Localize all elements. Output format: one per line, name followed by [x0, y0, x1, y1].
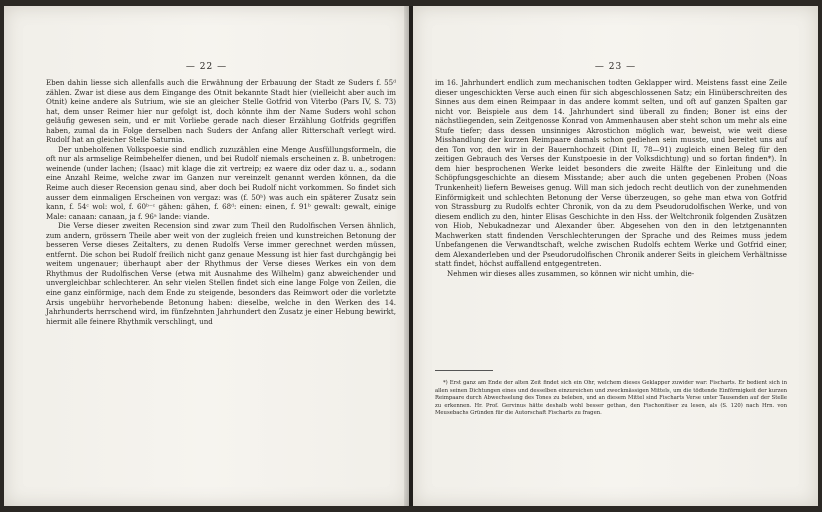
- footnote-text: *) Erst ganz am Ende der alten Zeit findet sich ein Ohr, welchem dieses Geklapper zuwider war: Fischarts. Er bedient sich in allen seinen Dichtungen eines und desselben einzureichen und zweckmässigen Mittels, um die tödtende Einförmigkeit der kurzen Reimpaare durch Abwechselung des Tones zu beleben, und an diesem Mittel sind Fischarts Verse unter Tausenden auf der Stelle zu erkennen. Hr. Prof. Gervinus hätte deshalb wohl besser gethan, den Fischonitiser zu lesen, als (S. 120) nach Hrn. von Meusebachs Gründen für die Autorschaft Fischarts zu fragen.: [435, 380, 787, 417]
- page-number: — 23 —: [594, 62, 637, 72]
- right-page: [413, 6, 818, 506]
- paragraph: Eben dahin liesse sich allenfalls auch die Erwähnung der Erbauung der Stadt ze Suders f. 55ᵈ zählen. Zwar ist diese aus dem Eingange des Otnit bekannte Stadt hier (vielleicht aber auch im Otnit) keine andere als Sutrium, wie sie an gleicher Stelle Gotfrid von Viterbo (Pars IV, S. 73) hat, dem unser Reimer hier nur gefolgt ist, doch könnte ihm der Name Suders wohl schon geläufig gewesen sein, und er mit Vorliebe gerade nach dieser Erzählung Gotfrids gegriffen haben, zumal da in Folge derselben nach Suders der Anfang aller Ritterschaft verlegt wird. Rudolf hat an gleicher Stelle Saturnia.: [46, 78, 396, 145]
- footnote: [435, 380, 787, 418]
- paragraph: Der unbeholfenen Volkspoesie sind endlich zuzuzählen eine Menge Ausfüllungsformeln, die oft nur als armselige Reimbehelfer dienen, und bei Rudolf niemals erscheinen z. B. unbetrogen: weinende (under lachen; (Isaac) mit klage die zit vertreip; ez waere diz oder daz u. a., sodann eine Anzahl Reime, welche zwar im Ganzen nur vereinzelt genannt werden können, da die Reime auch dieser Recension genau sind, aber doch bei Rudolf nicht vorkommen. So findet sich ausser dem einmaligen Erscheinen von vergaz: was (f. 50ᵇ) was auch ein späterer Zusatz sein kann, f. 54ᶜ wol: wol, f. 60ᵇ⁻ᶜ gähen: gähen, f. 68ᵈ: einen: einen, f. 91ᵇ gewalt: gewalt, einige Male: canaan: canaan, ja f. 96ᵃ lande: viande.: [46, 144, 396, 221]
- left-page: [4, 6, 409, 506]
- footnote-rule: [435, 370, 493, 371]
- paragraph: Nehmen wir dieses alles zusammen, so können wir nicht umhin, die-: [447, 268, 695, 278]
- page-number: — 22 —: [185, 62, 228, 72]
- paragraph: im 16. Jahrhundert endlich zum mechanischen todten Geklapper wird. Meistens fasst eine Zeile dieser ungeschickten Verse auch einen für sich abgeschlossenen Satz; ein Hinüberschreiten des Sinnes aus dem einen Reimpaar in das andere kommt selten, und oft auf ganzen Spalten gar nicht vor. Beispiele aus dem 14. Jahrhundert sind überall zu finden; Boner ist eins der nächstliegenden, sein Zeitgenosse Konrad von Ammenhausen aber steht schon um mehr als eine Stufe tiefer; dass dessen unsinniges Akrostichon möglich war, beweist, wie weit diese Misshandlung der kurzen Reimpaare damals schon gediehen sein musste, und bereitet uns auf den Ton vor, den wir in der Bauernhochzeit (Dint II, 78—91) zugleich einen Beleg für den zeitigen Gebrauch des Verses der Kunstpoesie in der Volksdichtung) und so fortan finden*). In dem hier besprochenen Werke leidet besonders die zweite Hälfte der Einleitung und die Schöpfungsgeschichte an diesem Misstande; aber auch die unten gegebenen Proben (Noas Trunkenheit) liefern Beweises genug. Will man sich jedoch recht deutlich von der zunehmenden Einförmigkeit und schlechten Betonung der Verse überzeugen, so gehe man etwa von Gotfrid von Strassburg zu Rudolfs echter Chronik, von da zu dem Pseudorudolfischen Werke, und von diesem endlich zu den, hinter Elisas Geschichte in den Hss. der Weltchronik folgenden Zusätzen von Hiob, Nebukadnezar und Alexander über. Abgesehen von den in den letztgenannten Machwerken statt findenden Verschlechterungen der Sprache und des Reimes muss jedem Unbefangenen die Verwandtschaft, welche zwischen Rudolfs echtem Werke und Gotfrid einer, dem Alexanderleben und der Pseudorudolfischen Chronik anderer Seits in gleichem Verhältnisse statt findet, höchst auffallend entgegentreten.: [435, 78, 787, 269]
- page-body: [46, 78, 396, 326]
- page-body: [435, 78, 787, 278]
- paragraph: Die Verse dieser zweiten Recension sind zwar zum Theil den Rudolfischen Versen ähnlich, zum andern, grössern Theile aber weit von der zugleich freien und kunstreichen Betonung der besseren Verse dieses Zeitalters, zu denen Rudolfs Verse immer gerechnet werden müssen, entfernt. Die schon bei Rudolf freilich nicht ganz genaue Messung ist hier fast durchgängig bei weitem ungenauer; überhaupt aber der Rhythmus der Verse dieses Werkes ein von dem Rhythmus der Rudolfischen Verse (etwa mit Ausnahme des Wilhelm) ganz abweichender und unvergleichbar schlechterer. An sehr vielen Stellen findet sich eine lange Folge von Zeilen, die eine ganz einförmige, nach dem Ende zu steigende, besonders das Reimwort oder die vorletzte Arsis ungebühr hervorhebende Betonung haben: dieselbe, welche in den Werken des 14. Jahrhunderts herrschend wird, im fünfzehnten Jahrhundert den Zusatz je einer Hebung bewirkt, hiermit alle feinere Rhythmik verschlingt, und: [46, 221, 396, 326]
